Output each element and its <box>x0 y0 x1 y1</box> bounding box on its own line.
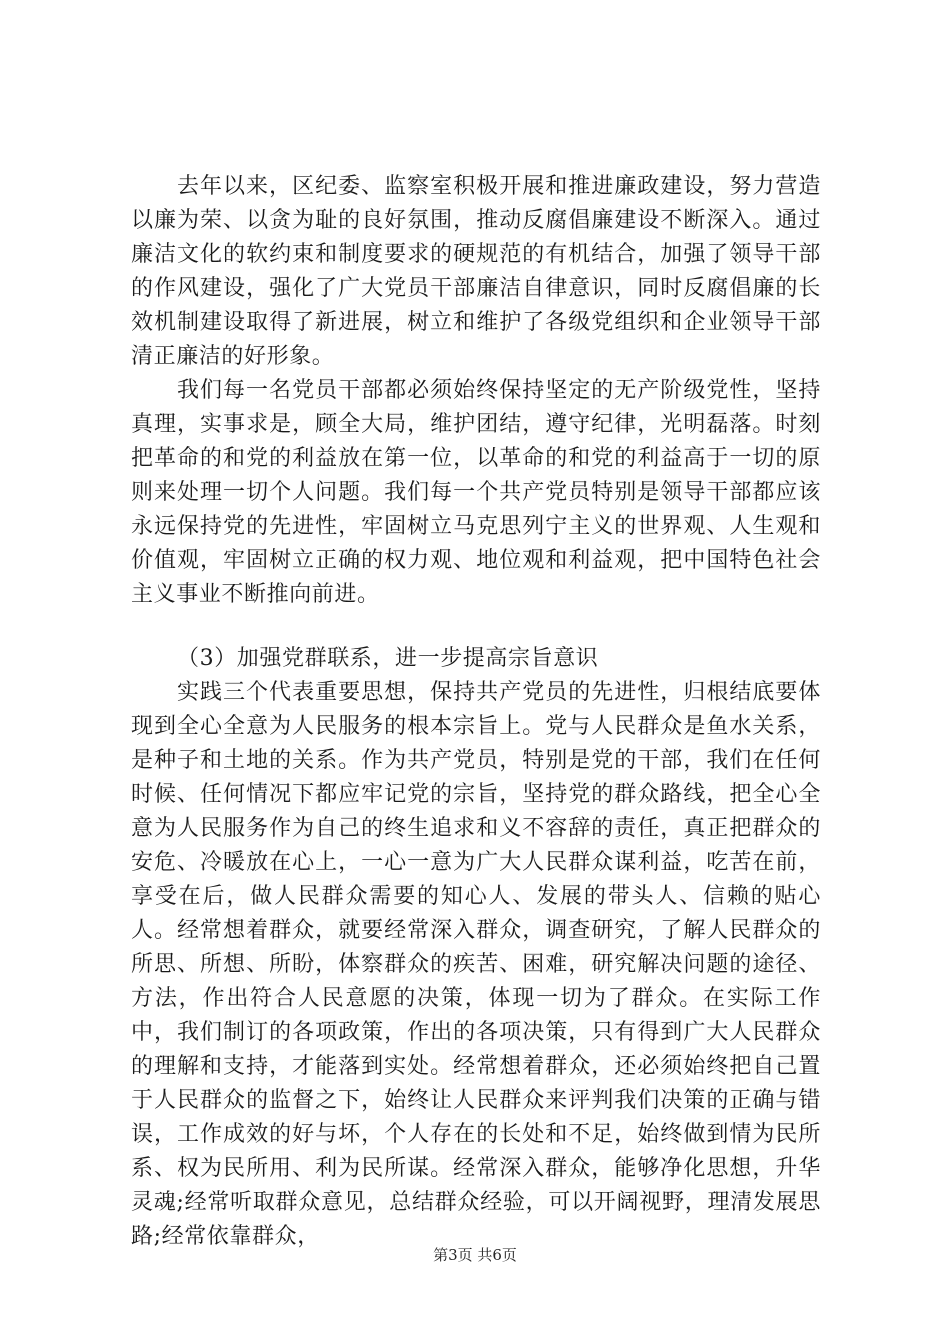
paragraph-spacer <box>131 612 821 642</box>
document-body <box>131 170 821 1254</box>
paragraph-party-spirit: 我们每一名党员干部都必须始终保持坚定的无产阶级党性，坚持真理，实事求是，顾全大局，维护团结，遵守纪律，光明磊落。时刻把革命的和党的利益放在第一位，以革命的和党的利益高于一切的原则来处理一切个人问题。我们每一个共产党员特别是领导干部都应该永远保持党的先进性，牢固树立马克思列宁主义的世界观、人生观和价值观，牢固树立正确的权力观、地位观和利益观，把中国特色社会主义事业不断推向前进。 <box>131 378 821 607</box>
section-heading: （3）加强党群联系，进一步提高宗旨意识 <box>177 646 599 671</box>
paragraph-anti-corruption: 去年以来，区纪委、监察室积极开展和推进廉政建设，努力营造以廉为荣、以贪为耻的良好氛围，推动反腐倡廉建设不断深入。通过廉洁文化的软约束和制度要求的硬规范的有机结合，加强了领导干部的作风建设，强化了广大党员干部廉洁自律意识，同时反腐倡廉的长效机制建设取得了新进展，树立和维护了各级党组织和企业领导干部清正廉洁的好形象。 <box>131 174 821 369</box>
paragraph-mass-line: 实践三个代表重要思想，保持共产党员的先进性，归根结底要体现到全心全意为人民服务的根本宗旨上。党与人民群众是鱼水关系，是种子和土地的关系。作为共产党员，特别是党的干部，我们在任何时候、任何情况下都应牢记党的宗旨，坚持党的群众路线，把全心全意为人民服务作为自己的终生追求和义不容辞的责任，真正把群众的安危、冷暖放在心上，一心一意为广大人民群众谋利益，吃苦在前，享受在后，做人民群众需要的知心人、发展的带头人、信赖的贴心人。经常想着群众，就要经常深入群众，调查研究，了解人民群众的所思、所想、所盼，体察群众的疾苦、困难，研究解决问题的途径、方法，作出符合人民意愿的决策，体现一切为了群众。在实际工作中，我们制订的各项政策，作出的各项决策，只有得到广大人民群众的理解和支持，才能落到实处。经常想着群众，还必须始终把自己置于人民群众的监督之下，始终让人民群众来评判我们决策的正确与错误，工作成效的好与坏，个人存在的长处和不足，始终做到情为民所系、权为民所用、利为民所谋。经常深入群众，能够净化思想，升华灵魂;经常听取群众意见，总结群众经验，可以开阔视野，理清发展思路;经常依靠群众， <box>131 680 821 1249</box>
page-total: 共6页 <box>477 1246 517 1264</box>
page-number: 第3页 <box>433 1246 473 1264</box>
page-footer <box>0 1245 950 1265</box>
